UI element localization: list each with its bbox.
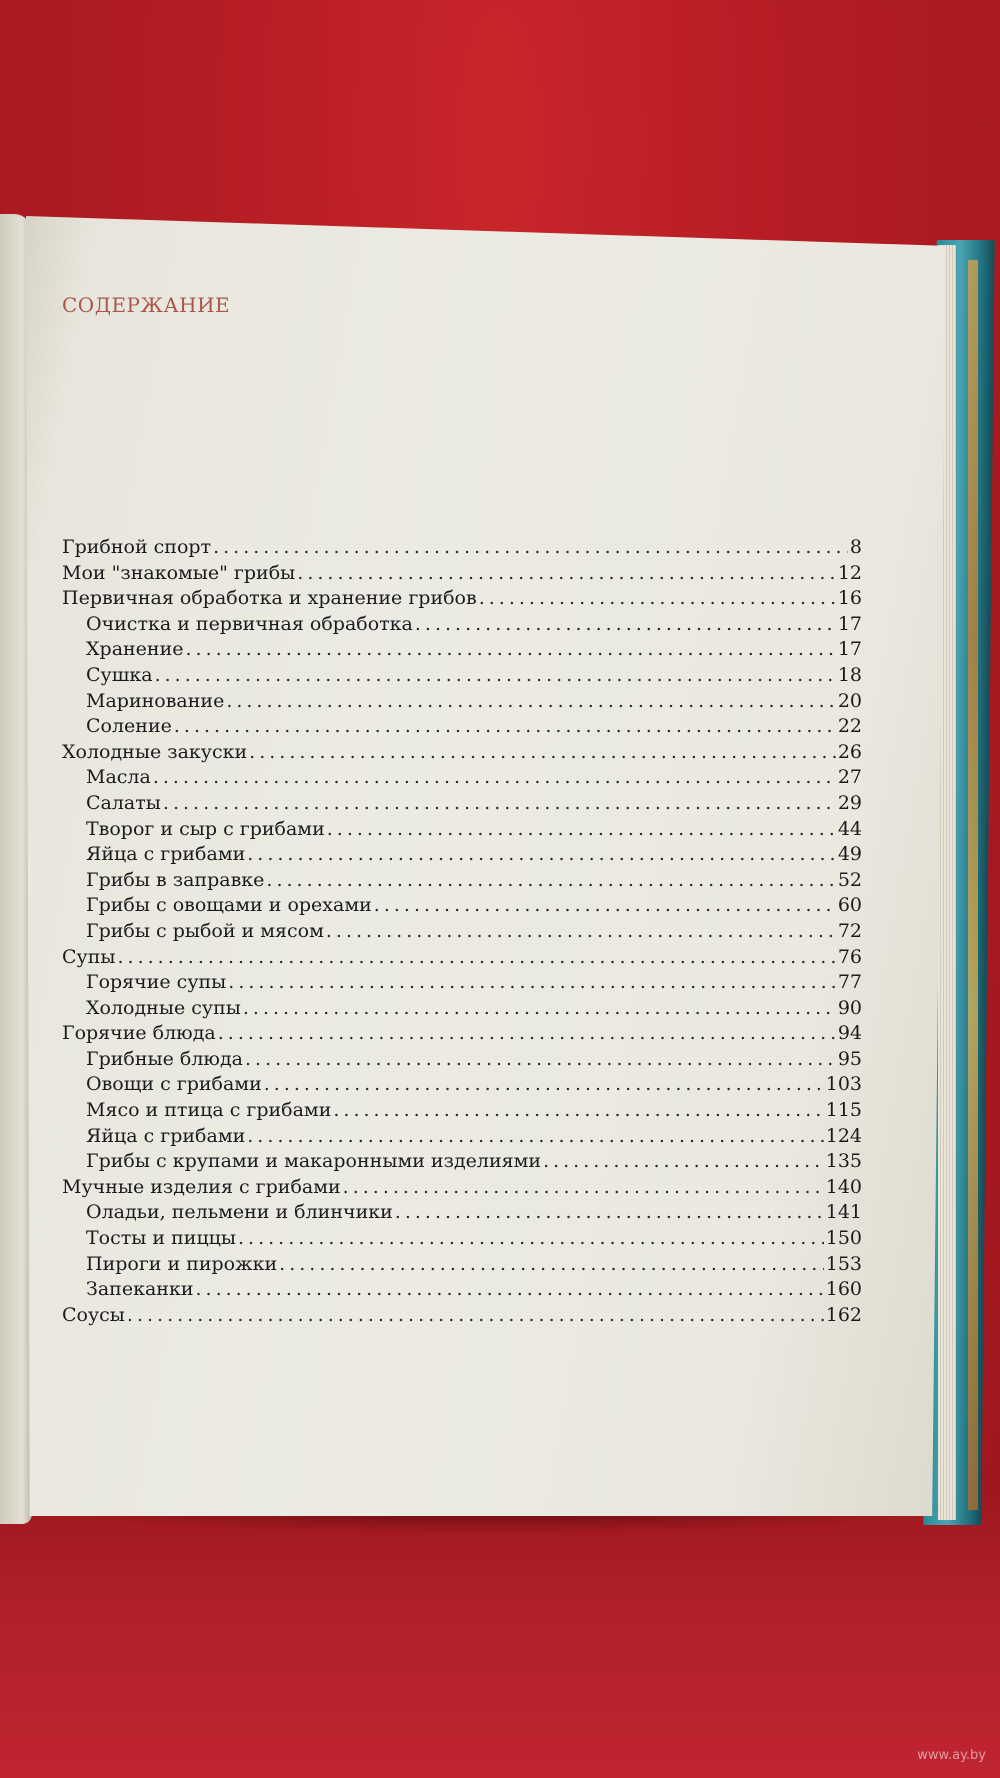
toc-entry [62, 741, 862, 767]
toc-dot-leader [186, 638, 836, 660]
toc-entry [62, 1227, 862, 1253]
toc-entry-page: 90 [837, 996, 862, 1019]
toc-entry [62, 997, 862, 1023]
toc-entry-page: 44 [837, 817, 862, 840]
toc-entry-title: Грибы с крупами и макаронными изделиями [86, 1150, 542, 1173]
toc-entry-page: 72 [837, 919, 862, 942]
toc-entry-title: Овощи с грибами [86, 1073, 262, 1096]
toc-entry-title: Грибы с овощами и орехами [86, 894, 372, 917]
toc-entry-title: Хранение [86, 638, 184, 661]
toc-entry-title: Соусы [62, 1303, 125, 1326]
toc-entry-title: Очистка и первичная обработка [86, 612, 413, 635]
toc-entry-page: 140 [825, 1175, 862, 1198]
toc-dot-leader [326, 920, 836, 942]
toc-entry-title: Яйца с грибами [86, 1124, 246, 1147]
toc-entry-page: 135 [825, 1150, 862, 1173]
toc-entry-title: Творог и сыр с грибами [86, 817, 325, 840]
toc-entry [62, 1176, 862, 1202]
red-cloth-background [0, 1500, 1000, 1778]
toc-entry-page: 162 [825, 1303, 862, 1326]
toc-entry-page: 94 [837, 1022, 862, 1045]
toc-entry-page: 49 [837, 843, 862, 866]
toc-entry-title: Холодные закуски [62, 740, 248, 763]
toc-entry [62, 843, 862, 869]
toc-entry [62, 1253, 862, 1279]
toc-entry-title: Масла [86, 766, 151, 789]
toc-entry [62, 638, 862, 664]
toc-entry-page: 160 [825, 1278, 862, 1301]
toc-entry [62, 869, 862, 895]
toc-dot-leader [155, 664, 836, 686]
toc-entry-page: 8 [849, 536, 862, 558]
toc-entry [62, 971, 862, 997]
toc-entry-title: Грибы с рыбой и мясом [86, 919, 324, 942]
toc-entry [62, 1304, 862, 1330]
toc-dot-leader [247, 1125, 823, 1147]
toc-entry-title: Грибной спорт [62, 536, 212, 558]
toc-entry-page: 29 [837, 791, 862, 814]
toc-entry-page: 18 [837, 663, 862, 686]
toc-entry [62, 562, 862, 588]
contents-heading: СОДЕРЖАНИЕ [62, 293, 231, 317]
toc-entry [62, 1150, 862, 1176]
toc-dot-leader [118, 946, 836, 968]
toc-entry-page: 27 [837, 766, 862, 789]
toc-entry-title: Салаты [86, 791, 161, 814]
toc-dot-leader [266, 869, 835, 891]
toc-entry [62, 792, 862, 818]
toc-entry-title: Холодные супы [86, 996, 241, 1019]
toc-entry-page: 12 [837, 561, 862, 584]
toc-dot-leader [374, 894, 836, 916]
toc-dot-leader [238, 1227, 824, 1249]
toc-entry [62, 766, 862, 792]
toc-dot-leader [264, 1073, 824, 1095]
toc-entry [62, 536, 862, 562]
toc-dot-leader [543, 1150, 824, 1172]
toc-dot-leader [479, 587, 836, 609]
toc-entry-page: 60 [837, 894, 862, 917]
toc-entry [62, 715, 862, 741]
toc-entry-page: 115 [825, 1099, 862, 1122]
toc-entry [62, 1099, 862, 1125]
toc-entry [62, 1048, 862, 1074]
toc-entry-page: 150 [825, 1227, 862, 1250]
toc-entry-page: 76 [837, 945, 862, 968]
toc-dot-leader [279, 1253, 824, 1275]
toc-dot-leader [395, 1201, 824, 1223]
toc-entry [62, 1125, 862, 1151]
toc-entry-title: Соление [86, 715, 172, 738]
toc-dot-leader [163, 792, 836, 814]
toc-dot-leader [195, 1278, 823, 1300]
toc-dot-leader [226, 690, 836, 712]
toc-entry-title: Оладьи, пельмени и блинчики [86, 1201, 393, 1224]
table-of-contents [62, 536, 862, 1329]
toc-entry-title: Мои "знакомые" грибы [62, 561, 296, 584]
toc-entry-page: 77 [837, 971, 862, 994]
toc-entry-title: Сушка [86, 663, 153, 686]
toc-entry-page: 26 [837, 740, 862, 763]
toc-dot-leader [247, 843, 836, 865]
toc-entry [62, 920, 862, 946]
toc-entry-page: 17 [837, 638, 862, 661]
toc-entry [62, 1201, 862, 1227]
toc-entry-title: Мясо и птица с грибами [86, 1099, 332, 1122]
toc-entry [62, 690, 862, 716]
toc-dot-leader [333, 1099, 823, 1121]
toc-entry [62, 1278, 862, 1304]
toc-dot-leader [218, 1022, 836, 1044]
toc-entry-page: 22 [837, 715, 862, 738]
toc-dot-leader [343, 1176, 824, 1198]
toc-entry-title: Мучные изделия с грибами [62, 1175, 341, 1198]
toc-entry-page: 141 [825, 1201, 862, 1224]
toc-dot-leader [243, 997, 836, 1019]
toc-entry-page: 124 [825, 1124, 862, 1147]
toc-entry [62, 1022, 862, 1048]
toc-entry-title: Горячие супы [86, 971, 227, 994]
toc-dot-leader [153, 766, 836, 788]
toc-entry-title: Горячие блюда [62, 1022, 216, 1045]
toc-entry [62, 664, 862, 690]
toc-entry-title: Яйца с грибами [86, 843, 246, 866]
toc-entry [62, 818, 862, 844]
toc-entry [62, 946, 862, 972]
book-cover-pattern [968, 260, 978, 1510]
toc-entry-page: 17 [837, 612, 862, 635]
toc-entry-page: 95 [837, 1047, 862, 1070]
toc-dot-leader [415, 613, 836, 635]
toc-entry-title: Грибы в заправке [86, 868, 265, 891]
toc-entry-title: Грибные блюда [86, 1047, 243, 1070]
toc-dot-leader [174, 715, 836, 737]
toc-entry-title: Маринование [86, 689, 225, 712]
toc-entry-title: Первичная обработка и хранение грибов [62, 587, 477, 610]
toc-entry-page: 153 [825, 1252, 862, 1275]
toc-entry-page: 20 [837, 689, 862, 712]
toc-entry-title: Тосты и пиццы [86, 1227, 237, 1250]
toc-entry [62, 1073, 862, 1099]
toc-entry-page: 16 [837, 587, 862, 610]
toc-dot-leader [228, 971, 836, 993]
toc-dot-leader [245, 1048, 836, 1070]
toc-entry-page: 103 [825, 1073, 862, 1096]
toc-dot-leader [327, 818, 836, 840]
watermark-text: www.ay.by [917, 1748, 986, 1763]
toc-entry [62, 894, 862, 920]
toc-dot-leader [297, 562, 836, 584]
toc-entry [62, 613, 862, 639]
toc-dot-leader [213, 536, 848, 558]
toc-entry [62, 587, 862, 613]
toc-dot-leader [249, 741, 836, 763]
toc-entry-title: Запеканки [86, 1278, 194, 1301]
toc-dot-leader [127, 1304, 824, 1326]
toc-entry-title: Пироги и пирожки [86, 1252, 278, 1275]
toc-entry-title: Супы [62, 945, 116, 968]
toc-entry-page: 52 [837, 868, 862, 891]
